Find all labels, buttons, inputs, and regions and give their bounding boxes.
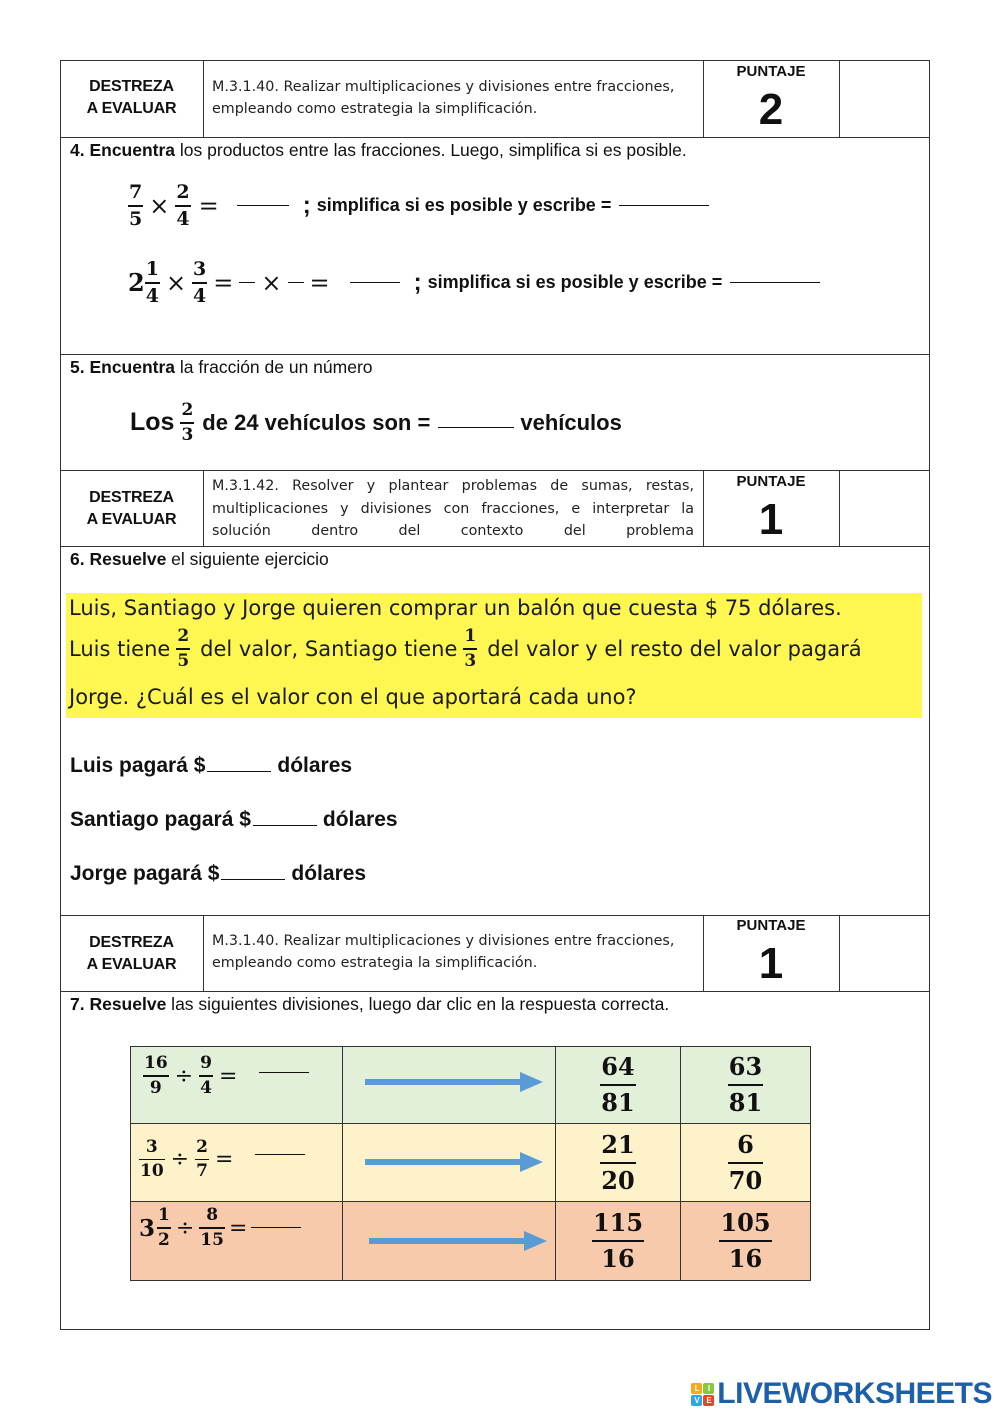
fraction: $\frac{9}{4}$ [200,1053,212,1098]
puntaje-label: PUNTAJE [736,473,806,490]
fraction: $\frac{3}{10}$ [140,1136,164,1182]
fraction: $\frac{2}{4}$ [176,181,190,230]
answer-blank[interactable] [237,205,289,206]
numerator-blank[interactable] [239,282,255,283]
fraction: $\frac{2}{7}$ [196,1136,208,1182]
answer-option[interactable]: $\frac{64}{81}$ [555,1046,681,1124]
puntaje-value: 1 [758,939,784,988]
fraction: $\frac{1}{2}$ [158,1205,170,1250]
answer-option[interactable]: $\frac{115}{16}$ [555,1201,681,1281]
skill-description: M.3.1.40. Realizar multiplicaciones y divisiones entre fracciones, empleando como estrategia la simplificación. [212,79,675,117]
problem-line-1: Luis, Santiago y Jorge quieren comprar un balón que cuesta $ 75 dólares. [69,596,842,620]
puntaje-label: PUNTAJE [736,63,806,80]
fraction: $\frac{1}{4}$ [145,258,159,307]
arrow-cell [342,1046,556,1124]
fraction: $\frac{2}{5}$ [177,626,190,671]
simplified-answer-blank[interactable] [730,282,820,283]
luis-amount-blank[interactable] [207,771,271,772]
payment-luis: Luis pagará $ dólares [70,754,353,777]
liveworksheets-logo: L I V E LIVEWORKSHEETS [691,1377,992,1411]
payment-jorge: Jorge pagará $ dólares [70,862,367,885]
simplified-answer-blank[interactable] [619,205,709,206]
answer-blank[interactable] [255,1154,305,1155]
q7-title: 7. Resuelve las siguientes divisiones, luego dar clic en la respuesta correcta. [70,994,670,1014]
arrow-right-icon [343,1123,555,1202]
logo-badge-icon: L I V E [691,1383,714,1406]
numerator-blank[interactable] [288,282,304,283]
problem-line-3: Jorge. ¿Cuál es el valor con el que aportará cada uno? [69,685,637,709]
problem-line-2: Luis tiene $\frac{2}{5}$ del valor, Santiago tiene $\frac{1}{3}$ del valor y el resto del valor pagará [69,626,862,671]
fraction: $\frac{2}{3}$ [181,400,194,445]
fraction: $\frac{16}{9}$ [144,1053,168,1098]
puntaje-value: 1 [758,495,784,544]
puntaje-value: 2 [758,85,784,134]
destreza-label: DESTREZA A EVALUAR [86,934,177,973]
answer-blank[interactable] [259,1072,309,1073]
answer-blank[interactable] [350,282,400,283]
destreza-label: DESTREZA A EVALUAR [86,78,177,117]
arrow-right-icon [343,1201,555,1281]
destreza-label: DESTREZA A EVALUAR [86,489,177,528]
answer-option[interactable]: $\frac{21}{20}$ [555,1123,681,1202]
answer-option[interactable]: $\frac{105}{16}$ [680,1201,811,1281]
division-problem: $\frac{16}{9}$ ÷ $\frac{9}{4}$ = [130,1046,343,1124]
q5-statement: Los $\frac{2}{3}$ de 24 vehículos son = vehículos [130,400,622,445]
santiago-amount-blank[interactable] [253,825,317,826]
arrow-cell [342,1123,556,1202]
answer-option[interactable]: $\frac{63}{81}$ [680,1046,811,1124]
division-problem: 3 $\frac{1}{2}$ ÷ $\frac{8}{15}$ = [130,1201,343,1281]
score-entry-box[interactable] [840,916,929,991]
fraction: $\frac{1}{3}$ [464,626,477,671]
score-entry-box[interactable] [840,471,929,546]
score-entry-box[interactable] [840,61,929,137]
q5-title: 5. Encuentra la fracción de un número [70,357,373,377]
q4-title: 4. Encuentra los productos entre las fracciones. Luego, simplifica si es posible. [70,140,687,160]
skill-description: M.3.1.42. Resolver y plantear problemas de sumas, restas, multiplicaciones y divisiones con fracciones, e interpretar la solución dentro del contexto del problema [212,478,694,539]
q6-title: 6. Resuelve el siguiente ejercicio [70,549,329,569]
puntaje-label: PUNTAJE [736,917,806,934]
fraction: $\frac{3}{4}$ [193,258,207,307]
simplify-hint: simplifica si es posible y escribe = [427,272,723,293]
vehicles-answer-blank[interactable] [438,427,514,428]
q4-equation-1: $\frac{7}{5}$ × $\frac{2}{4}$ = ; simplifica si es posible y escribe = [128,183,709,229]
fraction: $\frac{8}{15}$ [200,1205,224,1250]
payment-santiago: Santiago pagará $ dólares [70,808,398,831]
simplify-hint: simplifica si es posible y escribe = [316,195,612,216]
arrow-right-icon [343,1046,555,1124]
jorge-amount-blank[interactable] [221,879,285,880]
answer-blank[interactable] [251,1227,301,1228]
arrow-cell [342,1201,556,1281]
skill-description: M.3.1.40. Realizar multiplicaciones y divisiones entre fracciones, empleando como estrategia la simplificación. [212,933,675,971]
answer-option[interactable]: $\frac{6}{70}$ [680,1123,811,1202]
q4-equation-2: 2 $\frac{1}{4}$ × $\frac{3}{4}$ = × = ; simplifica si es posible y escribe = [128,260,820,306]
division-problem: $\frac{3}{10}$ ÷ $\frac{2}{7}$ = [130,1123,343,1202]
fraction: $\frac{7}{5}$ [129,181,143,230]
